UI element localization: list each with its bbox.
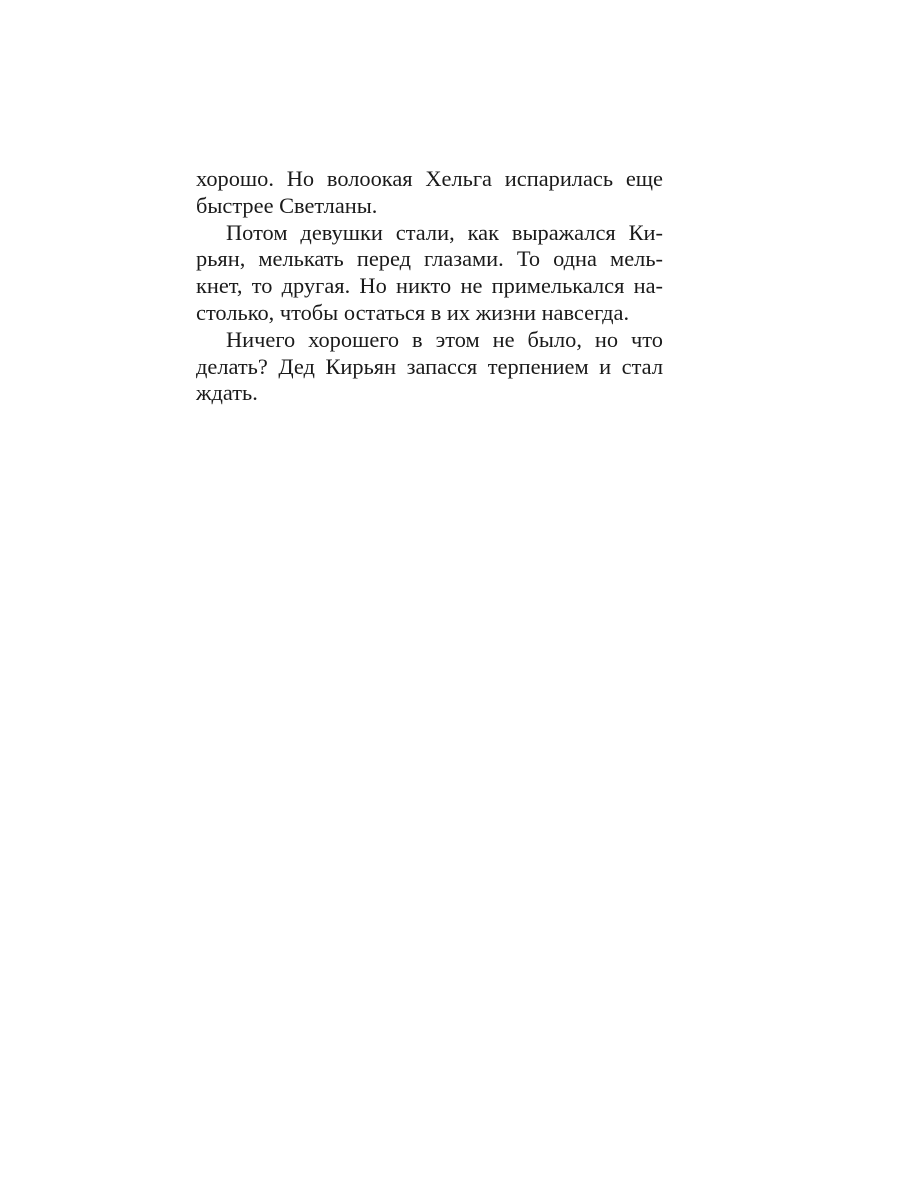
text-line: кнет, то другая. Но никто не примелькался на- [196, 273, 663, 299]
text-line: Потом девушки стали, как выражался Ки- [226, 219, 663, 245]
text-line: делать? Дед Кирьян запасся терпением и стал [196, 353, 663, 379]
text-line: хорошо. Но волоокая Хельга испарилась еще [196, 166, 663, 191]
paragraph [196, 166, 663, 220]
text-line: столько, чтобы остаться в их жизни навсегда. [196, 299, 630, 325]
text-line: Ничего хорошего в этом не было, но что [226, 326, 663, 352]
body-text [196, 166, 663, 407]
text-line: быстрее Светланы. [196, 192, 378, 218]
paragraph [196, 220, 663, 327]
paragraph [196, 327, 663, 407]
text-line: рьян, мелькать перед глазами. То одна мель- [196, 246, 663, 272]
text-line: ждать. [196, 380, 258, 406]
